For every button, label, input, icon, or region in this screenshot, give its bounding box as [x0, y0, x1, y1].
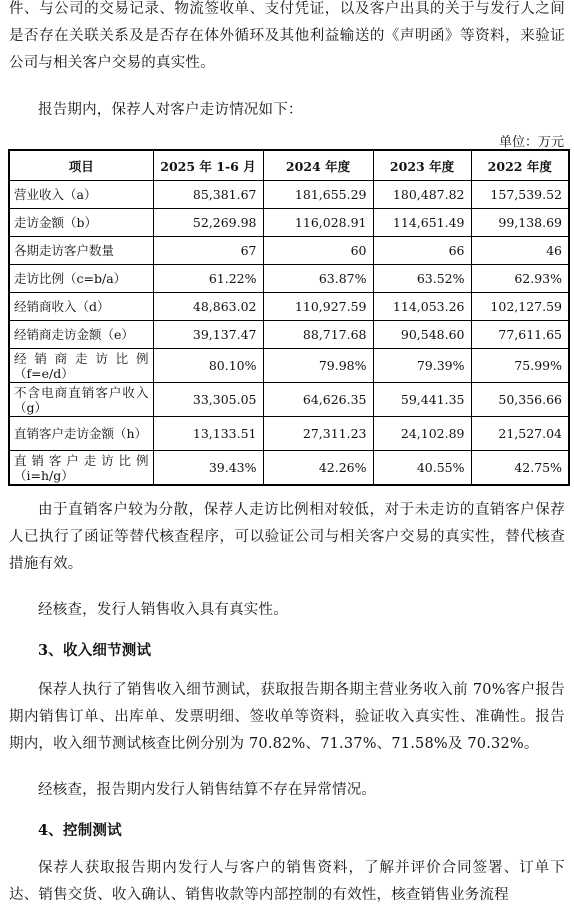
header-2025h1: 2025 年 1-6 月 [153, 150, 263, 181]
row-label: 走访比例（c=b/a） [9, 265, 153, 293]
section-3-paragraph: 保荐人执行了销售收入细节测试，获取报告期各期主营业务收入前 70%客户报告期内销售订单、出库单、发票明细、签收单等资料，验证收入真实性、准确性。报告期内，收入细节测试核查比例分别为 70.82%、71.37%、71.58%及 70.32%。 [9, 682, 565, 752]
cell-value: 90,548.60 [373, 321, 471, 349]
cell-value: 79.39% [373, 349, 471, 383]
row-label: 走访金额（b） [9, 209, 153, 237]
cell-value: 59,441.35 [373, 383, 471, 417]
section-heading-4: 4、控制测试 [38, 822, 122, 839]
row-label: 直销客户走访金额（h） [9, 417, 153, 451]
cell-value: 63.52% [373, 265, 471, 293]
cell-value: 75.99% [471, 349, 569, 383]
customer-visit-table [8, 149, 570, 486]
cell-value: 40.55% [373, 451, 471, 486]
after-table-paragraph: 由于直销客户较为分散，保荐人走访比例相对较低，对于未走访的直销客户保荐人已执行了函证等替代核查程序，可以验证公司与相关客户交易的真实性，替代核查措施有效。 [9, 502, 565, 572]
row-label: 营业收入（a） [9, 181, 153, 209]
row-label: 直销客户走访比例（i=h/g） [9, 451, 153, 486]
cell-value: 50,356.66 [471, 383, 569, 417]
cell-value: 80.10% [153, 349, 263, 383]
cell-value: 24,102.89 [373, 417, 471, 451]
row-label: 不含电商直销客户收入（g） [9, 383, 153, 417]
cell-value: 61.22% [153, 265, 263, 293]
cell-value: 77,611.65 [471, 321, 569, 349]
cell-value: 39,137.47 [153, 321, 263, 349]
table-row [9, 321, 569, 349]
cell-value: 180,487.82 [373, 181, 471, 209]
cell-value: 79.98% [263, 349, 373, 383]
header-item: 项目 [9, 150, 153, 181]
row-label: 经销商收入（d） [9, 293, 153, 321]
cell-value: 110,927.59 [263, 293, 373, 321]
cell-value: 63.87% [263, 265, 373, 293]
header-2022: 2022 年度 [471, 150, 569, 181]
table-row [9, 181, 569, 209]
cell-value: 66 [373, 237, 471, 265]
cell-value: 116,028.91 [263, 209, 373, 237]
cell-value: 67 [153, 237, 263, 265]
cell-value: 39.43% [153, 451, 263, 486]
cell-value: 21,527.04 [471, 417, 569, 451]
unit-label: 单位：万元 [498, 135, 564, 150]
cell-value: 13,133.51 [153, 417, 263, 451]
cell-value: 27,311.23 [263, 417, 373, 451]
table-row [9, 417, 569, 451]
cell-value: 64,626.35 [263, 383, 373, 417]
cell-value: 42.26% [263, 451, 373, 486]
visit-intro-paragraph: 报告期内，保荐人对客户走访情况如下： [38, 102, 303, 118]
table-row [9, 209, 569, 237]
section-4-paragraph: 保荐人获取报告期内发行人与客户的销售资料，了解并评价合同签署、订单下达、销售交货、收入确认、销售收款等内部控制的有效性，核查销售业务流程 [9, 860, 565, 903]
table-row [9, 383, 569, 417]
row-label: 经销商走访比例（f=e/d） [9, 349, 153, 383]
table-row [9, 349, 569, 383]
table-row [9, 237, 569, 265]
table-row [9, 451, 569, 486]
cell-value: 114,651.49 [373, 209, 471, 237]
header-2024: 2024 年度 [263, 150, 373, 181]
cell-value: 85,381.67 [153, 181, 263, 209]
conclusion-settlement: 经核查，报告期内发行人销售结算不存在异常情况。 [38, 782, 377, 798]
table-header-row [9, 150, 569, 181]
cell-value: 60 [263, 237, 373, 265]
intro-paragraph: 件、与公司的交易记录、物流签收单、支付凭证，以及客户出具的关于与发行人之间是否存在关联关系及是否存在体外循环及其他利益输送的《声明函》等资料，来验证公司与相关客户交易的真实性。 [9, 1, 565, 71]
cell-value: 88,717.68 [263, 321, 373, 349]
cell-value: 52,269.98 [153, 209, 263, 237]
cell-value: 46 [471, 237, 569, 265]
cell-value: 157,539.52 [471, 181, 569, 209]
cell-value: 181,655.29 [263, 181, 373, 209]
header-2023: 2023 年度 [373, 150, 471, 181]
cell-value: 102,127.59 [471, 293, 569, 321]
cell-value: 99,138.69 [471, 209, 569, 237]
cell-value: 62.93% [471, 265, 569, 293]
row-label: 经销商走访金额（e） [9, 321, 153, 349]
cell-value: 42.75% [471, 451, 569, 486]
table-row [9, 265, 569, 293]
conclusion-revenue: 经核查，发行人销售收入具有真实性。 [38, 602, 288, 618]
row-label: 各期走访客户数量 [9, 237, 153, 265]
cell-value: 48,863.02 [153, 293, 263, 321]
cell-value: 33,305.05 [153, 383, 263, 417]
section-heading-3: 3、收入细节测试 [38, 642, 152, 659]
table-row [9, 293, 569, 321]
cell-value: 114,053.26 [373, 293, 471, 321]
